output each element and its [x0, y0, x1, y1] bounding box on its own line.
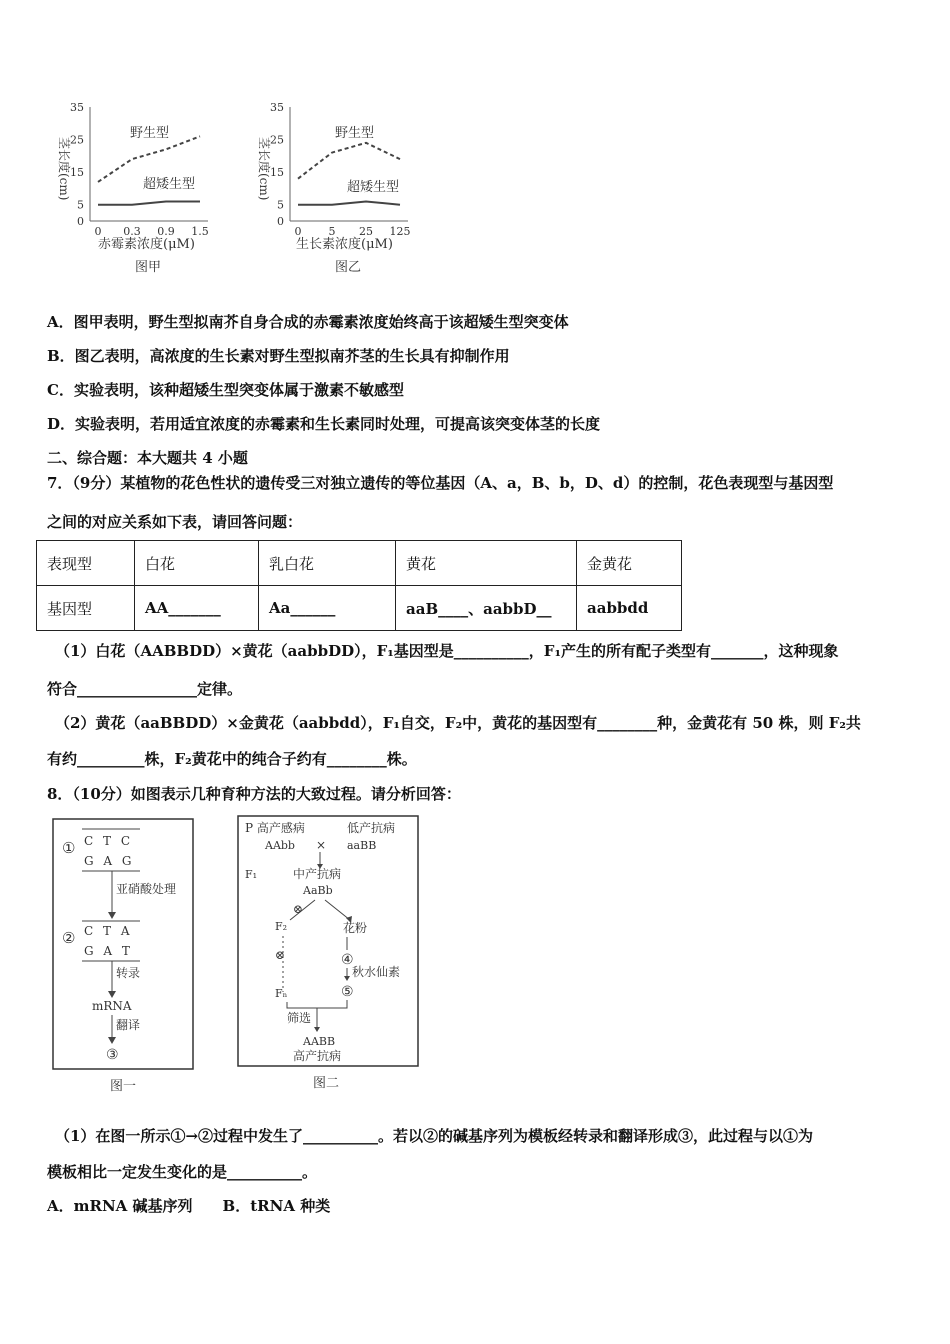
- table-cell: 乳白花: [259, 541, 396, 586]
- selfing-symbol-2: ⊗: [275, 948, 286, 962]
- chart-title: 图乙: [335, 260, 362, 275]
- y-tick-label: 5: [277, 198, 284, 212]
- step-translation: 翻译: [116, 1018, 141, 1032]
- label-2: ②: [62, 929, 76, 947]
- series-dwarf-line: [298, 201, 400, 204]
- legend-dwarf: 超矮生型: [143, 177, 196, 192]
- table-cell: 表现型: [37, 541, 135, 586]
- chart-jia: [40, 95, 230, 285]
- q7-part1-line2: 符合________________定律。: [47, 680, 243, 698]
- x-axis-label: 赤霉素浓度(μM): [98, 237, 195, 252]
- y-tick-label: 0: [277, 215, 284, 228]
- option-c: C．实验表明，该种超矮生型突变体属于激素不敏感型: [47, 381, 404, 399]
- y-tick-label: 0: [77, 215, 84, 228]
- series-wild-type-line: [298, 143, 400, 179]
- legend-wild-type: 野生型: [335, 126, 375, 141]
- table-cell: aabbdd: [577, 586, 682, 631]
- step-nitrous-acid: 亚硝酸处理: [116, 882, 177, 896]
- final-genotype: AABB: [303, 1035, 336, 1048]
- pollen-label: 花粉: [343, 921, 368, 935]
- q7-part2-line1: （2）黄花（aaBBDD）×金黄花（aabbdd），F₁自交，F₂中，黄花的基因型有________种，金黄花有 50 株，则 F₂共: [55, 714, 861, 732]
- legend-wild-type: 野生型: [130, 126, 170, 141]
- q8-part1-line2: 模板相比一定发生变化的是__________。: [47, 1163, 318, 1181]
- mrna-label: mRNA: [92, 999, 132, 1013]
- table-row: [37, 541, 682, 586]
- table-cell: Aa______: [259, 586, 396, 631]
- seq2-bottom: G A T: [84, 944, 133, 958]
- parent-genotype-2: aaBB: [347, 839, 377, 852]
- table-cell: 金黄花: [577, 541, 682, 586]
- figure-two-caption: 图二: [313, 1076, 340, 1091]
- option-d: D．实验表明，若用适宜浓度的赤霉素和生长素同时处理，可提高该突变体茎的长度: [47, 415, 601, 433]
- screening-label: 筛选: [287, 1011, 312, 1025]
- f1-genotype: AaBb: [303, 884, 333, 897]
- parent-right-label: 低产抗病: [347, 821, 396, 835]
- table-cell: 黄花: [396, 541, 577, 586]
- figure-two-breeding: [235, 812, 425, 1097]
- seq2-top: C T A: [84, 924, 133, 938]
- y-tick-label: 35: [70, 101, 84, 114]
- series-wild-type-line: [98, 136, 200, 182]
- y-axis-label: 茎长度(cm): [57, 137, 71, 201]
- q7-part1-line1: （1）白花（AABBDD）×黄花（aabbDD），F₁基因型是__________，F₁产生的所有配子类型有_______，这种现象: [55, 642, 839, 660]
- cross-symbol: ×: [316, 838, 327, 852]
- y-tick-label: 25: [70, 133, 84, 147]
- figure-one-mutation: [50, 815, 200, 1095]
- genotype-table: [36, 540, 682, 631]
- x-tick-label: 0.9: [157, 225, 175, 238]
- x-tick-label: 125: [389, 225, 411, 238]
- y-tick-label: 15: [270, 166, 284, 180]
- legend-dwarf: 超矮生型: [347, 180, 400, 195]
- x-tick-label: 0.3: [123, 225, 141, 238]
- y-tick-label: 5: [77, 198, 84, 212]
- table-row: [37, 586, 682, 631]
- q8-part1-line1: （1）在图一所示①→②过程中发生了__________。若以②的碱基序列为模板经转录和翻译形成③，此过程与以①为: [55, 1127, 814, 1145]
- y-tick-label: 15: [70, 166, 84, 180]
- table-cell: AA_______: [135, 586, 259, 631]
- seq1-top: C T C: [84, 834, 133, 848]
- parent-label: P 高产感病: [245, 821, 305, 835]
- q7-stem-line1: 7．（9分）某植物的花色性状的遗传受三对独立遗传的等位基因（A、a，B、b，D、d）的控制，花色表现型与基因型: [47, 474, 834, 492]
- selfing-symbol-1: ⊗: [293, 902, 304, 916]
- final-phenotype: 高产抗病: [293, 1049, 342, 1063]
- label-5: ⑤: [341, 984, 354, 1000]
- series-dwarf-line: [98, 201, 200, 204]
- y-tick-label: 35: [270, 101, 284, 114]
- table-cell: aaB____、aabbD__: [396, 586, 577, 631]
- label-3: ③: [106, 1047, 119, 1063]
- x-tick-label: 25: [359, 225, 373, 238]
- x-axis-label: 生长素浓度(μM): [296, 237, 393, 252]
- y-tick-label: 25: [270, 133, 284, 147]
- f2-label: F₂: [275, 920, 288, 933]
- figure-one-caption: 图一: [110, 1079, 137, 1094]
- q7-part2-line2: 有约_________株，F₂黄花中的纯合子约有________株。: [47, 750, 417, 768]
- table-cell: 白花: [135, 541, 259, 586]
- label-1: ①: [62, 839, 76, 857]
- parent-genotype-1: AAbb: [265, 839, 295, 852]
- seq1-bottom: G A G: [84, 854, 135, 868]
- x-tick-label: 5: [328, 225, 336, 238]
- q8-stem: 8．（10分）如图表示几种育种方法的大致过程。请分析回答：: [47, 785, 461, 803]
- fn-label: Fₙ: [275, 987, 288, 1000]
- x-tick-label: 1.5: [191, 225, 209, 238]
- f1-phenotype: 中产抗病: [293, 867, 342, 881]
- option-b: B．图乙表明，高浓度的生长素对野生型拟南芥茎的生长具有抑制作用: [47, 347, 510, 365]
- y-axis-label: 茎长度(cm): [257, 137, 271, 201]
- step-transcription: 转录: [116, 966, 141, 980]
- q8-options: A．mRNA 碱基序列 B．tRNA 种类: [47, 1197, 331, 1215]
- x-tick-label: 0: [94, 225, 102, 238]
- f1-label: F₁: [245, 868, 258, 881]
- option-a: A．图甲表明，野生型拟南芥自身合成的赤霉素浓度始终高于该超矮生型突变体: [47, 313, 569, 331]
- q7-stem-line2: 之间的对应关系如下表，请回答问题：: [47, 513, 303, 531]
- section-heading: 二、综合题：本大题共 4 小题: [47, 449, 248, 467]
- chart-title: 图甲: [135, 260, 162, 275]
- table-cell: 基因型: [37, 586, 135, 631]
- colchicine-label: 秋水仙素: [352, 965, 401, 979]
- chart-yi: [240, 95, 430, 285]
- label-4: ④: [341, 952, 354, 968]
- x-tick-label: 0: [294, 225, 302, 238]
